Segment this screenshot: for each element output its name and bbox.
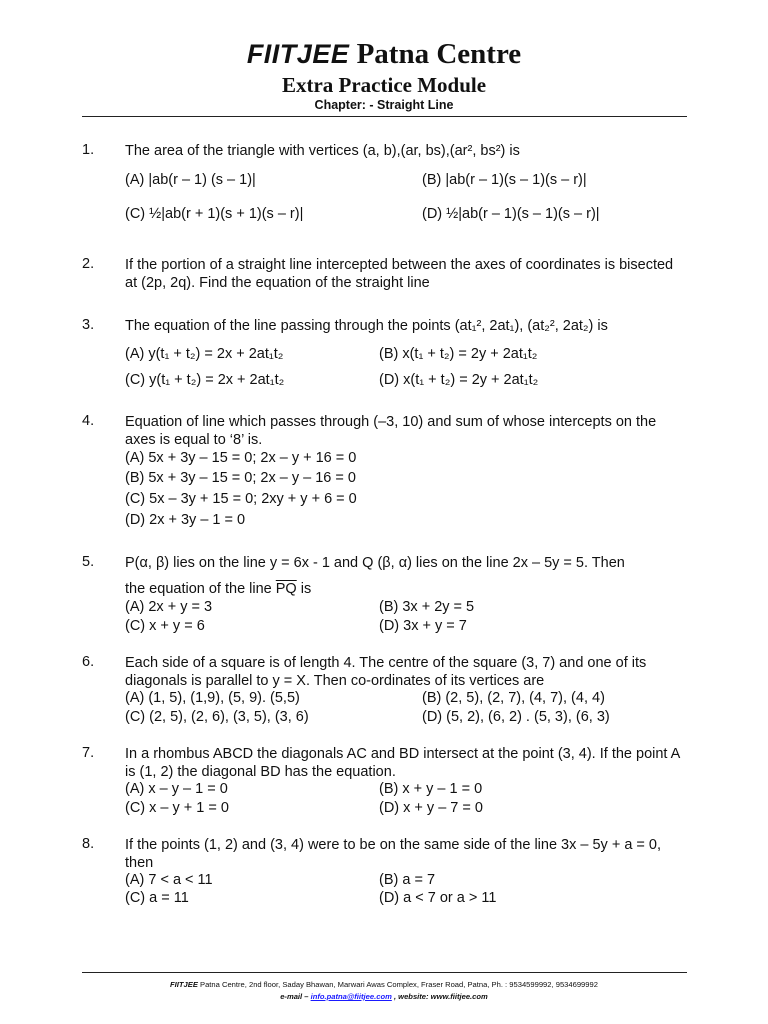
option-c: (C) x – y + 1 = 0 bbox=[125, 800, 229, 816]
option-c: (C) 5x – 3y + 15 = 0; 2xy + y + 6 = 0 bbox=[125, 491, 357, 507]
question-number: 1. bbox=[82, 142, 95, 158]
option-a: (A) 7 < a < 11 bbox=[125, 872, 213, 888]
centre-name: Patna Centre bbox=[356, 38, 522, 70]
question-number: 4. bbox=[82, 413, 95, 429]
option-d: (D) 2x + 3y – 1 = 0 bbox=[125, 512, 246, 528]
option-d: (D) (5, 2), (6, 2) . (5, 3), (6, 3) bbox=[422, 709, 610, 725]
module-title: Extra Practice Module bbox=[281, 73, 487, 97]
question-text: If the portion of a straight line intercepted between the axes of coordinates is bisected at (2p, 2q). Find the equation of the straight line bbox=[125, 257, 674, 291]
question-text-continued bbox=[125, 580, 687, 598]
option-d: (D) x(t₁ + t₂) = 2y + 2at₁t₂ bbox=[379, 372, 539, 388]
question-text: Equation of line which passes through (–3, 10) and sum of whose intercepts on the axes is equal to ‘8’ is. bbox=[125, 414, 657, 448]
chapter-title: Chapter: - Straight Line bbox=[314, 98, 454, 112]
footer-address: Patna Centre, 2nd floor, Saday Bhawan, Marwari Awas Complex, Fraser Road, Patna, Ph. : 9534599992, 9534699992 bbox=[197, 980, 598, 989]
brand-line bbox=[0, 38, 768, 70]
option-c: (C) ½|ab(r + 1)(s + 1)(s – r)| bbox=[125, 206, 304, 222]
question-text: Each side of a square is of length 4. The centre of the square (3, 7) and one of its diagonals is parallel to y = X. Then co-ordinates of its vertices are bbox=[125, 655, 647, 689]
question-number: 2. bbox=[82, 256, 95, 272]
option-c: (C) (2, 5), (2, 6), (3, 5), (3, 6) bbox=[125, 709, 309, 725]
option-b: (B) (2, 5), (2, 7), (4, 7), (4, 4) bbox=[422, 690, 605, 706]
question-number: 5. bbox=[82, 554, 95, 570]
question-number: 6. bbox=[82, 654, 95, 670]
footer-contact-line bbox=[0, 991, 768, 1003]
question-text: The equation of the line passing through the points (at₁², 2at₁), (at₂², 2at₂) is bbox=[125, 318, 608, 334]
option-c: (C) x + y = 6 bbox=[125, 618, 205, 634]
option-a: (A) 2x + y = 3 bbox=[125, 599, 213, 615]
text-segment: is bbox=[300, 581, 312, 597]
fiitjee-logo: FIITJEE bbox=[246, 39, 350, 69]
question-number: 7. bbox=[82, 745, 95, 761]
option-a: (A) |ab(r – 1) (s – 1)| bbox=[125, 172, 256, 188]
option-c: (C) a = 11 bbox=[125, 890, 189, 906]
question-text: If the points (1, 2) and (3, 4) were to be on the same side of the line 3x – 5y + a = 0, then bbox=[125, 837, 662, 871]
option-b: (B) 3x + 2y = 5 bbox=[379, 599, 475, 615]
option-a: (A) (1, 5), (1,9), (5, 9). (5,5) bbox=[125, 690, 300, 706]
text-segment: the equation of the line bbox=[125, 581, 272, 597]
option-b: (B) |ab(r – 1)(s – 1)(s – r)| bbox=[422, 172, 587, 188]
option-a: (A) y(t₁ + t₂) = 2x + 2at₁t₂ bbox=[125, 346, 284, 362]
option-b: (B) 5x + 3y – 15 = 0; 2x – y – 16 = 0 bbox=[125, 470, 356, 486]
question-number: 3. bbox=[82, 317, 95, 333]
email-link[interactable]: info.patna@fiitjee.com bbox=[310, 992, 392, 1001]
option-d: (D) ½|ab(r – 1)(s – 1)(s – r)| bbox=[422, 206, 600, 222]
website-label: , website: bbox=[391, 992, 431, 1001]
option-b: (B) a = 7 bbox=[379, 872, 436, 888]
option-d: (D) a < 7 or a > 11 bbox=[379, 890, 497, 906]
page-header bbox=[0, 38, 768, 112]
footer-divider bbox=[82, 972, 687, 973]
header-divider bbox=[82, 116, 687, 117]
footer-address-line bbox=[0, 979, 768, 991]
option-a: (A) x – y – 1 = 0 bbox=[125, 781, 228, 797]
question-text: P(α, β) lies on the line y = 6x - 1 and Q (β, α) lies on the line 2x – 5y = 5. Then bbox=[125, 555, 625, 571]
question-text: The area of the triangle with vertices (a, b),(ar, bs),(ar², bs²) is bbox=[125, 143, 520, 159]
option-d: (D) x + y – 7 = 0 bbox=[379, 800, 483, 816]
question-number: 8. bbox=[82, 836, 95, 852]
option-b: (B) x + y – 1 = 0 bbox=[379, 781, 483, 797]
footer-logo: FIITJEE bbox=[170, 980, 198, 989]
website-link[interactable]: www.fiitjee.com bbox=[430, 992, 488, 1001]
option-c: (C) y(t₁ + t₂) = 2x + 2at₁t₂ bbox=[125, 372, 285, 388]
question-text: In a rhombus ABCD the diagonals AC and BD intersect at the point (3, 4). If the point A is (1, 2) the diagonal BD has the equation. bbox=[125, 746, 680, 780]
option-a: (A) 5x + 3y – 15 = 0; 2x – y + 16 = 0 bbox=[125, 450, 357, 466]
email-label: e-mail – bbox=[280, 992, 311, 1001]
option-b: (B) x(t₁ + t₂) = 2y + 2at₁t₂ bbox=[379, 346, 538, 362]
line-pq: $\overline{PQ}$ bbox=[275, 581, 297, 597]
page-footer bbox=[0, 979, 768, 1003]
option-d: (D) 3x + y = 7 bbox=[379, 618, 467, 634]
